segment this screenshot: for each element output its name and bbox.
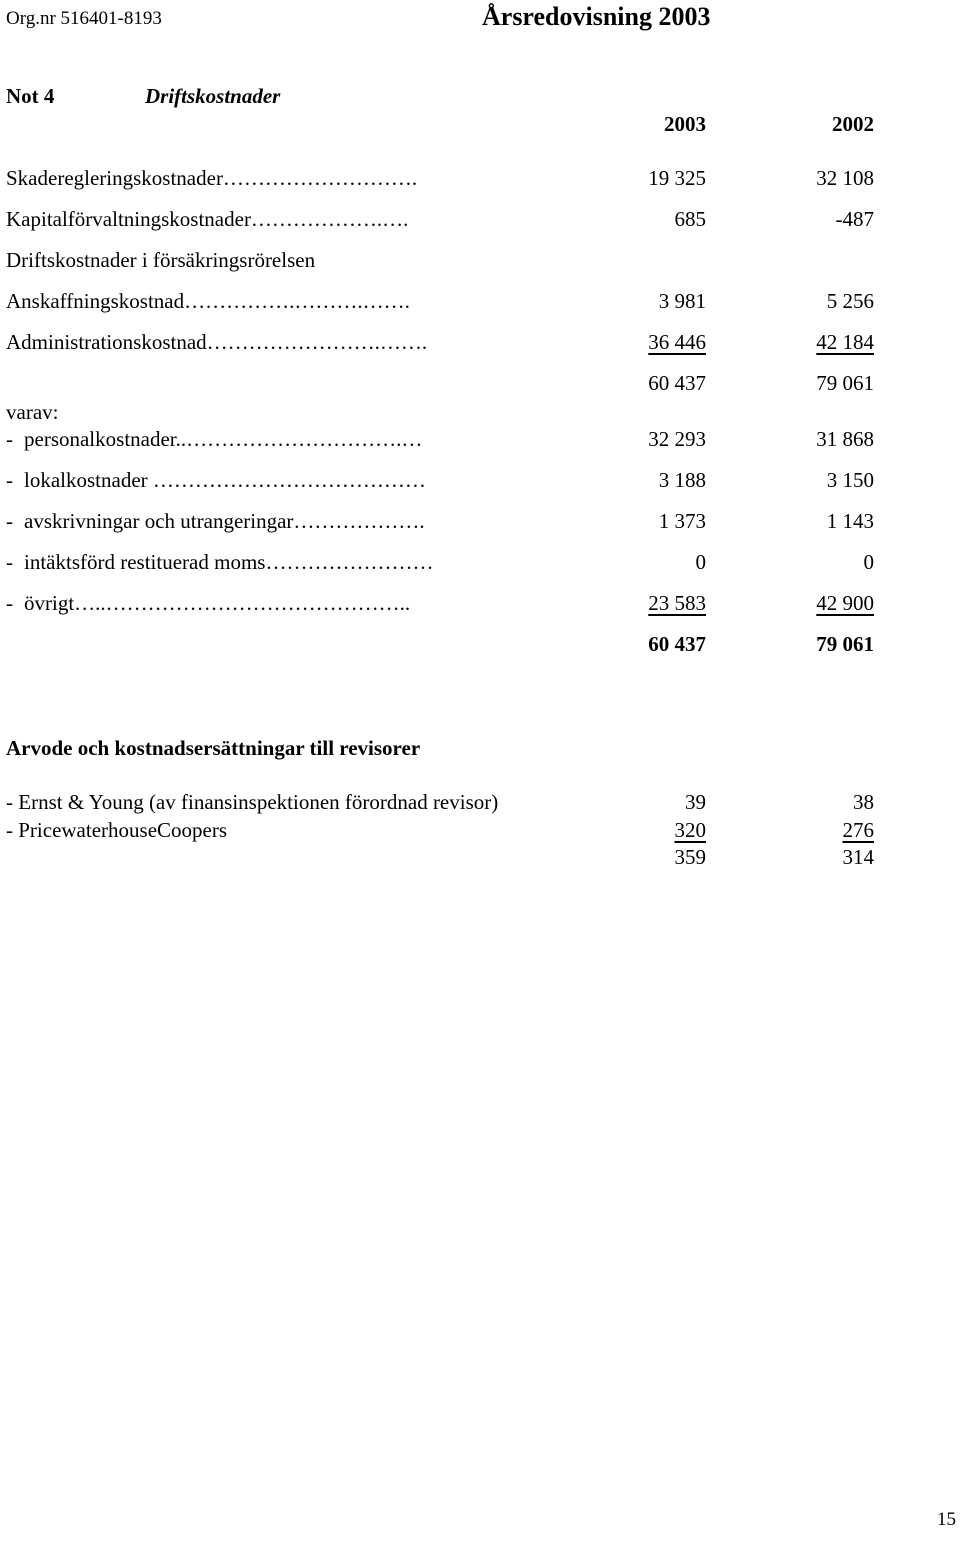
total-2002: 79 061 [816,632,874,656]
total-2003: 359 [674,845,706,869]
value-2003: 19 325 [648,166,706,190]
value-2002: 38 [853,790,874,814]
table-row [0,166,960,196]
dash-prefix: - [6,427,13,451]
value-2003: 3 188 [658,468,706,492]
page-number: 15 [937,1509,956,1530]
value-2002: 42 184 [816,330,874,354]
auditor-row [0,790,960,820]
table-row [0,289,960,319]
breakdown-row [0,550,960,580]
value-2002: 31 868 [816,427,874,451]
row-label: intäktsförd restituerad moms…………………… [24,550,434,574]
value-2002: 1 143 [826,509,874,533]
row-label: övrigt…..…………………………………….. [24,591,411,615]
row-label: lokalkostnader ………………………………… [24,468,426,492]
value-2002: 276 [842,818,874,842]
auditors-section-title: Arvode och kostnadsersättningar till revisorer [6,736,421,760]
note-title: Driftskostnader [145,84,281,108]
auditor-total-row [0,845,960,875]
dash-prefix: - [6,591,13,615]
value-2003: 320 [674,818,706,842]
auditor-row [0,818,960,848]
value-2002: 42 900 [816,591,874,615]
total-row [0,632,960,662]
row-label: - PricewaterhouseCoopers [6,818,228,842]
value-2003: 39 [685,790,706,814]
subtotal-2003: 60 437 [648,371,706,395]
dash-prefix: - [6,509,13,533]
subtotal-2002: 79 061 [816,371,874,395]
row-label: Anskaffningskostnad…………….……….……. [6,289,410,313]
row-label: - Ernst & Young (av finansinspektionen förordnad revisor) [6,790,499,814]
note-number: Not 4 [6,84,55,108]
org-number: Org.nr 516401-8193 [6,8,162,29]
value-2002: -487 [835,207,874,231]
value-2002: 3 150 [826,468,874,492]
value-2003: 36 446 [648,330,706,354]
table-row [0,248,960,278]
total-2003: 60 437 [648,632,706,656]
varav-label: varav: [6,400,59,424]
row-label: Skaderegleringskostnader………………………. [6,166,418,190]
row-label: personalkostnader..………………………….… [24,427,423,451]
value-2002: 0 [863,550,874,574]
value-2003: 23 583 [648,591,706,615]
document-title: Årsredovisning 2003 [482,2,711,31]
breakdown-row [0,509,960,539]
value-2003: 32 293 [648,427,706,451]
row-label: Kapitalförvaltningskostnader……………….…. [6,207,409,231]
breakdown-row [0,427,960,457]
value-2003: 685 [674,207,706,231]
dash-prefix: - [6,550,13,574]
breakdown-row [0,591,960,621]
value-2002: 5 256 [826,289,874,313]
dash-prefix: - [6,468,13,492]
row-label: avskrivningar och utrangeringar………………. [24,509,425,533]
breakdown-row [0,468,960,498]
total-2002: 314 [842,845,874,869]
value-2003: 1 373 [658,509,706,533]
row-label: Driftskostnader i försäkringsrörelsen [6,248,316,272]
value-2003: 0 [695,550,706,574]
table-row [0,207,960,237]
year-previous-header: 2002 [832,112,874,136]
table-row [0,330,960,360]
value-2003: 3 981 [658,289,706,313]
subtotal-row [0,371,960,401]
year-current-header: 2003 [664,112,706,136]
value-2002: 32 108 [816,166,874,190]
row-label: Administrationskostnad…………………….……. [6,330,428,354]
